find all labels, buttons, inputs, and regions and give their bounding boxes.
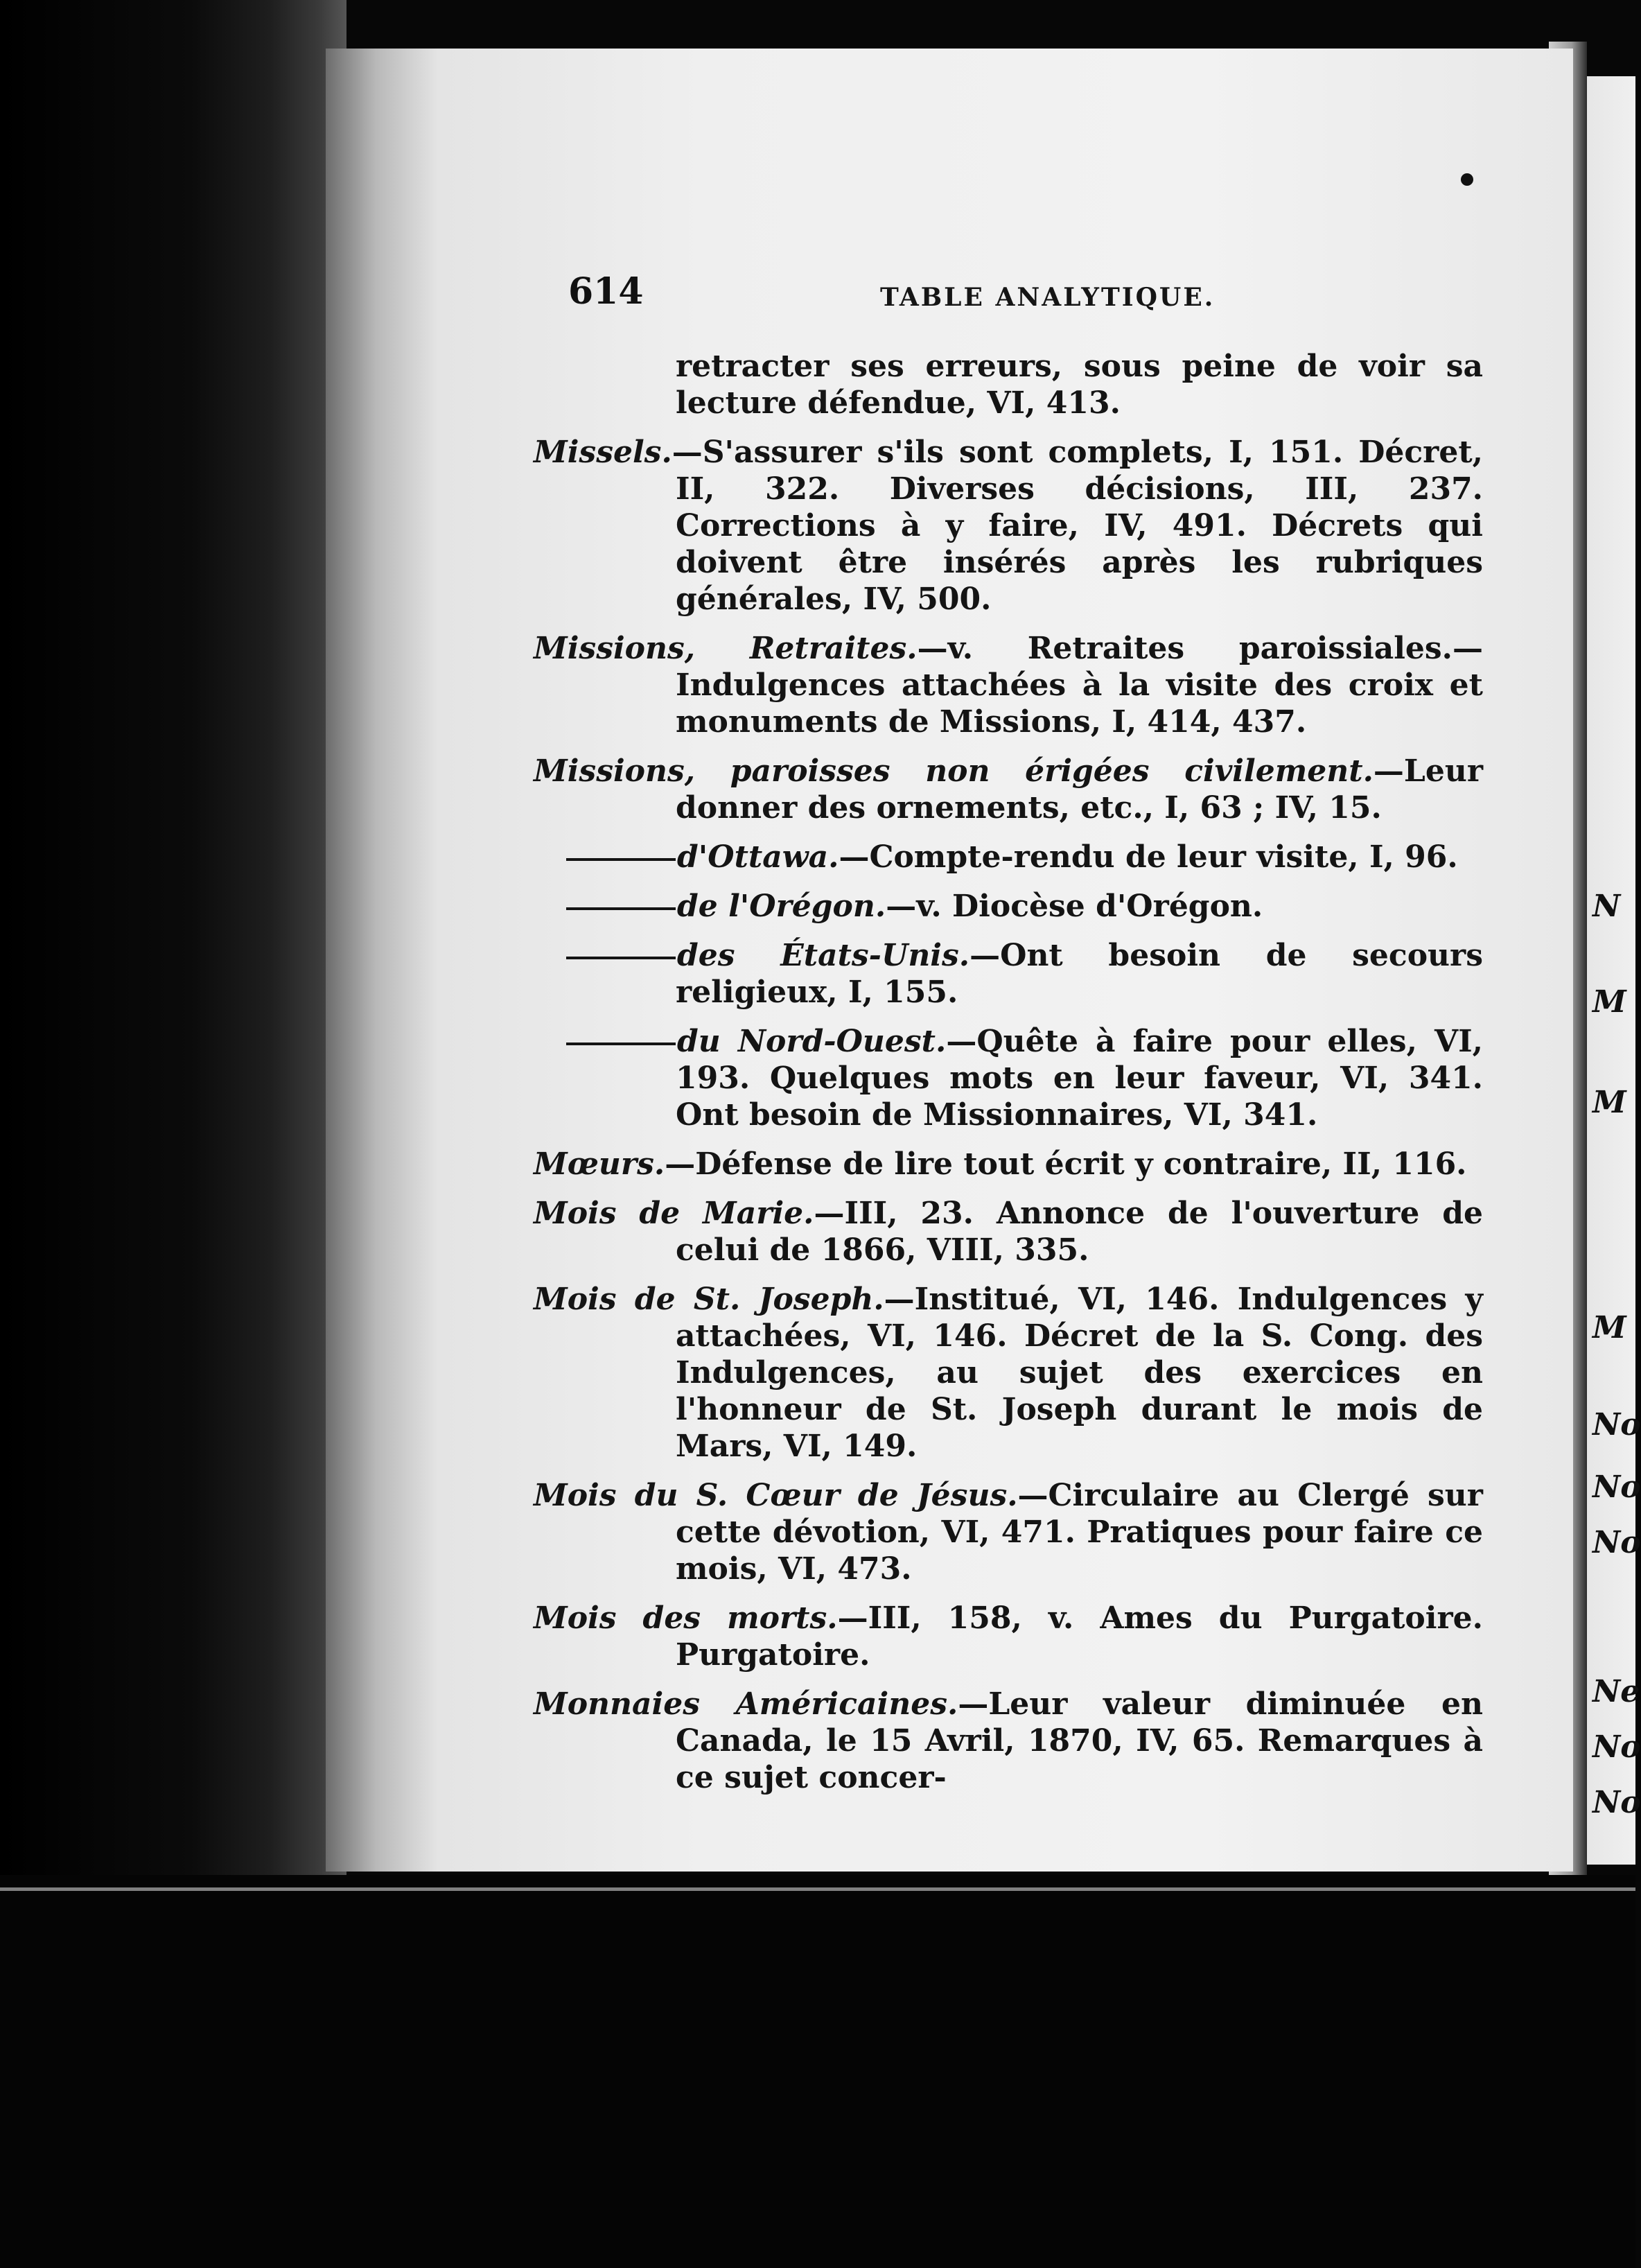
index-entry [534, 1477, 1483, 1587]
entry-text: —Institué, VI, 146. Indulgences y attachées, VI, 146. Décret de la S. Cong. des Indulgences, au sujet des exercices en l'honneur de St. Joseph durant le mois de Mars, VI, 149. [676, 1282, 1483, 1464]
ditto-rule [566, 1043, 676, 1045]
facing-page-fragment: M [1592, 1310, 1626, 1345]
facing-page-fragment: No [1592, 1785, 1641, 1820]
index-body [534, 348, 1483, 1808]
entry-heading: Mois du S. Cœur de Jésus. [534, 1478, 1018, 1513]
entry-heading: Monnaies Américaines. [534, 1686, 958, 1722]
index-subentry [534, 888, 1483, 925]
entry-heading: Mois des morts. [534, 1600, 838, 1636]
index-entry [534, 1195, 1483, 1268]
entry-text: —Circulaire au Clergé sur cette dévotion, VI, 471. Pratiques pour faire ce mois, VI, 473. [676, 1478, 1483, 1587]
page-header [326, 270, 1573, 326]
page-number: 614 [568, 270, 644, 313]
index-entry [534, 348, 1483, 421]
entry-text: —v. Retraites paroissiales.—Indulgences attachées à la visite des croix et monuments de Missions, I, 414, 437. [676, 631, 1483, 740]
entry-text: —Quête à faire pour elles, VI, 193. Quelques mots en leur faveur, VI, 341. Ont besoin de Missionnaires, VI, 341. [676, 1024, 1483, 1133]
entry-heading: Mois de St. Joseph. [534, 1282, 884, 1317]
facing-page-fragment: No [1592, 1469, 1641, 1505]
facing-page-fragment: M [1592, 984, 1626, 1020]
index-entry [534, 434, 1483, 618]
ditto-rule [566, 907, 676, 910]
index-entry [534, 1281, 1483, 1465]
entry-text: —Ont besoin de secours religieux, I, 155. [676, 938, 1483, 1010]
index-subentry [534, 937, 1483, 1011]
entry-heading: d'Ottawa. [677, 839, 839, 875]
facing-page-fragment: No [1592, 1729, 1641, 1765]
entry-text: retracter ses erreurs, sous peine de voir sa lecture défendue, VI, 413. [676, 349, 1483, 421]
entry-heading: Missels. [534, 435, 672, 470]
entry-heading: des États-Unis. [677, 938, 970, 973]
scan-background [0, 1875, 1635, 2268]
scan-artifact-line [0, 1887, 1635, 1891]
entry-text: —Compte-rendu de leur visite, I, 96. [839, 839, 1458, 875]
entry-heading: Missions, paroisses non érigées civilement. [534, 753, 1374, 789]
entry-text: —Défense de lire tout écrit y contraire, II, 116. [665, 1146, 1467, 1182]
running-title: TABLE ANALYTIQUE. [880, 283, 1216, 312]
entry-heading: Missions, Retraites. [534, 631, 918, 666]
entry-text: —Leur donner des ornements, etc., I, 63 ; IV, 15. [676, 753, 1483, 826]
facing-page-fragment: Ne [1592, 1674, 1640, 1709]
index-subentry [534, 839, 1483, 875]
ditto-rule [566, 858, 676, 861]
ink-spot [1461, 173, 1473, 186]
facing-page-fragment: N [1592, 889, 1621, 924]
index-entry [534, 630, 1483, 740]
entry-heading: du Nord-Ouest. [677, 1024, 947, 1059]
index-entry [534, 753, 1483, 826]
index-entry [534, 1686, 1483, 1796]
entry-heading: de l'Orégon. [677, 889, 886, 924]
entry-text: —S'assurer s'ils sont complets, I, 151. Décret, II, 322. Diverses décisions, III, 237. Corrections à y faire, IV, 491. Décrets qui doivent être insérés après les rubriques générales, IV, 500. [672, 435, 1483, 617]
entry-text: —Leur valeur diminuée en Canada, le 15 Avril, 1870, IV, 65. Remarques à ce sujet concer- [676, 1686, 1483, 1795]
entry-text: —III, 158, v. Ames du Purgatoire. Purgatoire. [676, 1600, 1483, 1673]
ditto-rule [566, 957, 676, 959]
facing-page-fragment: No [1592, 1525, 1641, 1560]
entry-heading: Mois de Marie. [534, 1196, 814, 1231]
entry-text: —III, 23. Annonce de l'ouverture de celui de 1866, VIII, 335. [676, 1196, 1483, 1268]
document-page [326, 49, 1573, 1872]
entry-heading: Mœurs. [534, 1146, 665, 1182]
entry-text: —v. Diocèse d'Orégon. [886, 889, 1263, 924]
facing-page-fragment: M [1592, 1085, 1626, 1120]
index-entry [534, 1146, 1483, 1183]
facing-page-fragment: No [1592, 1407, 1641, 1442]
index-subentry [534, 1023, 1483, 1133]
index-entry [534, 1600, 1483, 1673]
